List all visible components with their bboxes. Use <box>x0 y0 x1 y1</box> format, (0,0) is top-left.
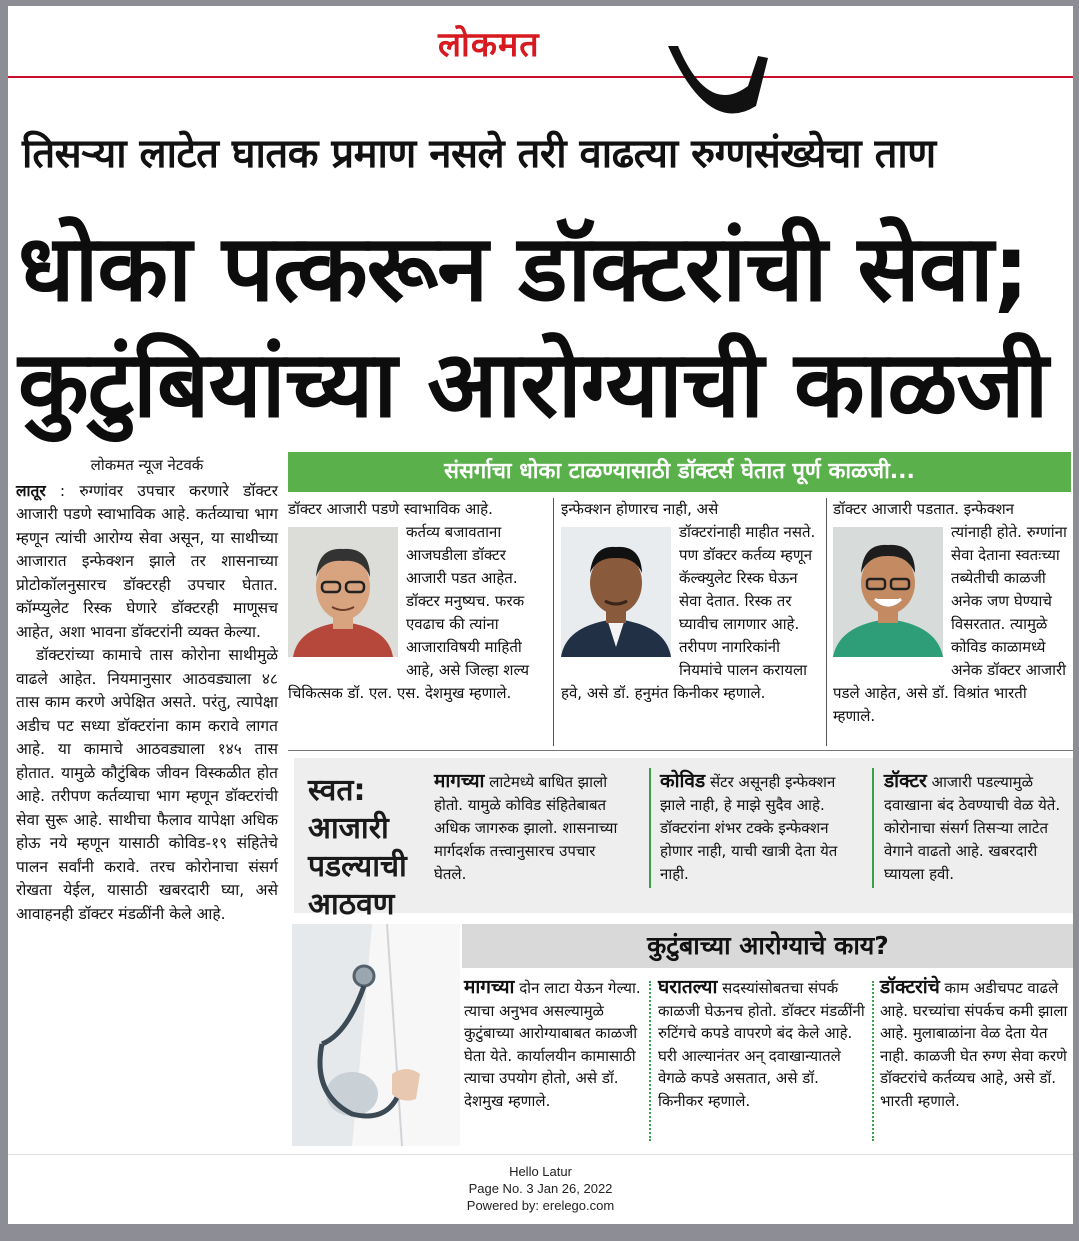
memory-item-1: मागच्या लाटेमध्ये बाधित झालो होतो. यामुळे कोविड संहितेबाबत अधिक जागरुक झालो. शासनाच्या मार्गदर्शक तत्त्वानुसारच उपचार घेतले. <box>434 770 618 883</box>
doctor-quote-text: डॉक्टरांनाही माहीत नसते. पण डॉक्टर कर्तव्य म्हणून कॅल्क्युलेट रिस्क घेऊन सेवा देतात. रिस्क तर घ्यावीच लागणार आहे. तरीपण नागरिकांनी नियमांचे पालन करायला हवे, असे डॉ. हनुमंत किनीकर म्हणाले. <box>561 523 816 702</box>
doctor-photo-kinikar <box>561 527 671 657</box>
left-column-article <box>16 454 278 926</box>
article-paragraph-1: लातूर : रुग्णांवर उपचार करणारे डॉक्टर आजारी पडणे स्वाभाविक आहे. कर्तव्याचा भाग म्हणून त्यांची आरोग्य सेवा असून, या साथीच्या आजारात इन्फेक्शन झाले तर शासनाच्या प्रोटोकॉलनुसारच डॉक्टरही उपचार घेतात. कॉम्प्युलेट रिस्क घेणारे डॉक्टरही माणूसच आहेत, अशा भावना डॉक्टरांनी व्यक्त केल्या. <box>16 481 278 641</box>
kicker-headline: तिसऱ्या लाटेत घातक प्रमाण नसले तरी वाढत्या रुग्णसंख्येचा ताण <box>22 131 936 177</box>
masthead <box>8 6 1073 78</box>
family-item-3: डॉक्टरांचे काम अडीचपट वाढले आहे. घरच्यांचा संपर्कच कमी झाला आहे. मुलाबाळांना वेळ देता येत नाही. काळजी घेत रुग्ण सेवा करणे डॉक्टरांचे कर्तव्यच आहे, असे डॉ. भारती म्हणाले. <box>880 976 1068 1110</box>
doctor-quote-3 <box>833 498 1073 728</box>
doctor-quote-text: त्यांनाही होते. रुग्णांना सेवा देताना स्वतःच्या तब्येतीची काळजी अनेक जण घेण्याचे विसरतात. त्यामुळे कोविड काळामध्ये अनेक डॉक्टर आजारी पडले आहेत, असे डॉ. विश्रांत भारती म्हणाले. <box>833 523 1067 725</box>
section-divider <box>288 750 1073 751</box>
family-item-2: घरातल्या सदस्यांसोबतचा संपर्क काळजी घेऊनच होतो. डॉक्टर मंडळींनी रुटिंगचे कपडे वापरणे बंद केले आहे. घरी आल्यानंतर अन् दवाखान्यातले वेगळे कपडे असतात, असे डॉ. किनीकर म्हणाले. <box>658 976 865 1110</box>
doctor-photo-bharti <box>833 527 943 657</box>
decorative-graphic <box>648 46 768 116</box>
main-headline-line1: धोका पत्करून डॉक्टरांची सेवा; <box>18 215 1029 322</box>
section2-box <box>294 758 1073 922</box>
column-divider <box>872 981 876 1141</box>
family-lead: घरातल्या <box>658 976 718 998</box>
footer-page-date: Page No. 3 Jan 26, 2022 <box>468 1181 613 1196</box>
section3-banner: कुटुंबाच्या आरोग्याचे काय? <box>462 924 1073 968</box>
doctor-photo-deshmukh <box>288 527 398 657</box>
section1-banner: संसर्गाचा धोका टाळण्यासाठी डॉक्टर्स घेतात पूर्ण काळजी... <box>288 452 1071 492</box>
family-lead: डॉक्टरांचे <box>880 976 940 998</box>
stethoscope-illustration <box>292 924 460 1146</box>
doctor-quote-2 <box>561 498 823 705</box>
main-headline-line2: कुटुंबियांच्या आरोग्याची काळजी <box>18 331 1048 438</box>
doctor-quote-lead: डॉक्टर आजारी पडतात. इन्फेक्शन <box>833 500 1014 518</box>
column-divider <box>649 981 653 1141</box>
page-footer <box>8 1154 1073 1224</box>
column-divider <box>872 768 874 888</box>
byline: लोकमत न्यूज नेटवर्क <box>90 456 204 474</box>
newspaper-page <box>8 6 1073 1224</box>
family-lead: मागच्या <box>464 976 515 998</box>
doctor-quote-text: कर्तव्य बजावताना आजघडीला डॉक्टर आजारी पडत आहेत. डॉक्टर मनुष्यच. फरक एवढाच की त्यांना आजाराविषयी माहिती आहे, असे जिल्हा शल्य चिकित्सक डॉ. एल. एस. देशमुख म्हणाले. <box>288 523 530 702</box>
column-divider <box>649 768 651 888</box>
memory-item-3: डॉक्टर आजारी पडल्यामुळे दवाखाना बंद ठेवण्याची वेळ येते. कोरोनाचा संसर्ग तिसऱ्या लाटेत वेगाने वाढतो आहे. खबरदारी घ्यायला हवी. <box>884 770 1061 883</box>
memory-lead: मागच्या <box>434 770 485 792</box>
footer-powered-by: Powered by: erelego.com <box>466 1198 615 1213</box>
doctor-quote-lead: इन्फेक्शन होणारच नाही, असे <box>561 500 719 518</box>
doctor-quote-lead: डॉक्टर आजारी पडणे स्वाभाविक आहे. <box>288 500 493 518</box>
footer-publisher: Hello Latur <box>509 1164 572 1179</box>
memory-item-2: कोविड सेंटर असूनही इन्फेक्शन झाले नाही, हे माझे सुदैव आहे. डॉक्टरांना शंभर टक्के इन्फेक्शन होणार नाही, याची खात्री देता येत नाही. <box>660 770 838 883</box>
doctor-quote-1 <box>288 498 546 705</box>
stethoscope-photo <box>292 924 460 1146</box>
family-item-1: मागच्या दोन लाटा येऊन गेल्या. त्याचा अनुभव असल्यामुळे कुटुंबाच्या आरोग्याबाबत काळजी घेता येते. कार्यालयीन कामासाठी त्याचा उपयोग होतो, असे डॉ. देशमुख म्हणाले. <box>464 976 641 1110</box>
dateline: लातूर <box>16 481 46 500</box>
column-divider <box>553 498 554 746</box>
article-paragraph-2: डॉक्टरांच्या कामाचे तास कोरोना साथीमुळे वाढले आहेत. नियमानुसार आठवड्याला ४८ तास काम करणे अपेक्षित असते. परंतु, त्यापेक्षा अडीच पट सध्या डॉक्टरांना काम करावे लागत आहे. या कामाचे आठवड्याला १४५ तास होतात. यामुळे कौटुंबिक जीवन विस्कळीत होत आहे. तरीपण कर्तव्याचा भाग म्हणून डॉक्टरांची सेवा सुरू आहे. साथीचा फैलाव यापेक्षा अधिक होऊ नये म्हणून यासाठी कोविड-१९ संहितेचे पालन सर्वांनी करावे. तरच कोरोनाचा संसर्ग रोखता येईल, यासाठी खबरदारी घ्या, असे आवाहनही डॉक्टर मंडळींनी केले आहे. <box>16 646 278 923</box>
lokmat-logo: लोकमत <box>438 25 540 65</box>
column-divider <box>826 498 827 746</box>
memory-lead: कोविड <box>660 770 706 792</box>
section2-title: स्वत: आजारी पडल्याची आठवण <box>308 773 407 922</box>
memory-lead: डॉक्टर <box>884 770 927 792</box>
